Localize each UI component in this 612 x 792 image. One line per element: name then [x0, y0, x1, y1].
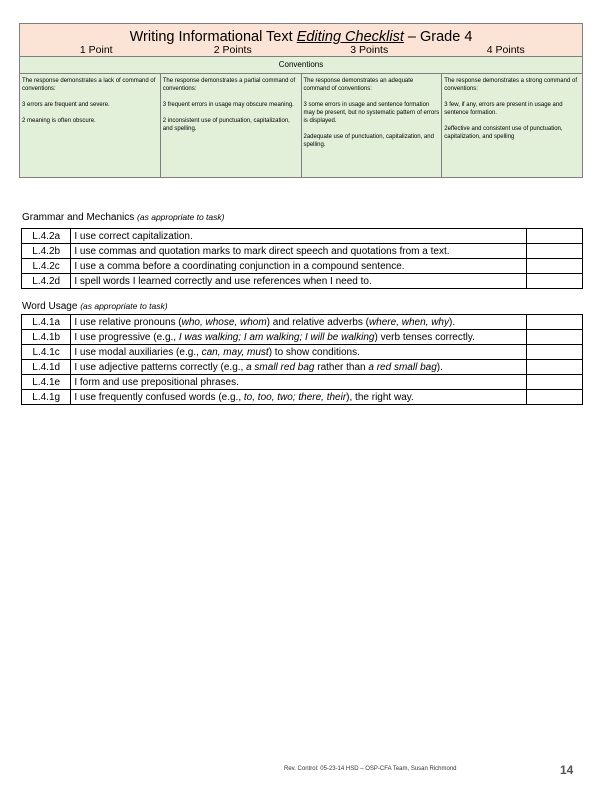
- check-box[interactable]: [526, 259, 582, 274]
- level-2-label: 2 Points: [213, 44, 252, 56]
- table-row: [22, 375, 583, 390]
- checklist-item: I use relative pronouns (who, whose, whom) and relative adverbs (where, when, why).: [71, 315, 526, 330]
- checklist-item: I form and use prepositional phrases.: [71, 375, 526, 390]
- check-box[interactable]: [526, 360, 582, 375]
- standard-code: L.4.2a: [22, 229, 71, 244]
- point-levels: [20, 44, 582, 56]
- level-3-label: 3 Points: [350, 44, 389, 56]
- level-4-label: 4 Points: [486, 44, 525, 56]
- grammar-section-title: Grammar and Mechanics (as appropriate to task): [22, 212, 225, 223]
- table-row: [22, 229, 583, 244]
- table-row: [22, 390, 583, 405]
- table-row: [22, 345, 583, 360]
- standard-code: L.4.1c: [22, 345, 71, 360]
- standard-code: L.4.1b: [22, 330, 71, 345]
- check-box[interactable]: [526, 375, 582, 390]
- rubric-cell-2-points: The response demonstrates a partial command of conventions: 3 frequent errors in usage may obscure meaning. 2 inconsistent use of punctuation, capitalization, and spelling.: [160, 74, 301, 178]
- table-row: [22, 274, 583, 289]
- standard-code: L.4.2d: [22, 274, 71, 289]
- rubric-cell-1-point: The response demonstrates a lack of command of conventions: 3 errors are frequent and severe. 2 meaning is often obscure.: [20, 74, 161, 178]
- grammar-checklist: [21, 228, 583, 289]
- rubric-cell-3-points: The response demonstrates an adequate command of conventions: 3 some errors in usage and sentence formation may be present, but no systematic pattern of errors is displayed. 2adequate use of punctuation, capitalization, and spelling.: [301, 74, 442, 178]
- check-box[interactable]: [526, 229, 582, 244]
- table-row: [22, 259, 583, 274]
- usage-section-title: Word Usage (as appropriate to task): [22, 301, 168, 312]
- checklist-item: I use frequently confused words (e.g., to, too, two; there, their), the right way.: [71, 390, 526, 405]
- page-number: 14: [560, 763, 574, 777]
- check-box[interactable]: [526, 244, 582, 259]
- table-row: [22, 244, 583, 259]
- standard-code: L.4.2b: [22, 244, 71, 259]
- checklist-item: I use adjective patterns correctly (e.g., a small red bag rather than a red small bag).: [71, 360, 526, 375]
- table-row: [22, 315, 583, 330]
- rubric-header: [20, 24, 583, 57]
- table-row: [22, 330, 583, 345]
- checklist-item: I use a comma before a coordinating conjunction in a compound sentence.: [71, 259, 526, 274]
- check-box[interactable]: [526, 390, 582, 405]
- check-box[interactable]: [526, 330, 582, 345]
- standard-code: L.4.2c: [22, 259, 71, 274]
- check-box[interactable]: [526, 345, 582, 360]
- standard-code: L.4.1g: [22, 390, 71, 405]
- checklist-item: I use commas and quotation marks to mark direct speech and quotations from a text.: [71, 244, 526, 259]
- checklist-item: I use correct capitalization.: [71, 229, 526, 244]
- checklist-item: I use progressive (e.g., I was walking; I am walking; I will be walking) verb tenses correctly.: [71, 330, 526, 345]
- standard-code: L.4.1d: [22, 360, 71, 375]
- revision-footer: Rev. Control: 05-23-14 HSD – OSP-CFA Team, Susan Richmond: [284, 766, 457, 772]
- checklist-item: I spell words I learned correctly and use references when I need to.: [71, 274, 526, 289]
- level-1-label: 1 Point: [79, 44, 113, 56]
- standard-code: L.4.1a: [22, 315, 71, 330]
- conventions-rubric: [19, 23, 583, 178]
- table-row: [22, 360, 583, 375]
- checklist-item: I use modal auxiliaries (e.g., can, may, must) to show conditions.: [71, 345, 526, 360]
- usage-checklist: [21, 314, 583, 405]
- check-box[interactable]: [526, 274, 582, 289]
- conventions-heading: Conventions: [20, 57, 583, 74]
- check-box[interactable]: [526, 315, 582, 330]
- standard-code: L.4.1e: [22, 375, 71, 390]
- page-title: Writing Informational Text Editing Checklist – Grade 4: [129, 29, 473, 45]
- rubric-cell-4-points: The response demonstrates a strong command of conventions: 3 few, if any, errors are present in usage and sentence formation. 2effective and consistent use of punctuation, capitalization, and spelling: [442, 74, 583, 178]
